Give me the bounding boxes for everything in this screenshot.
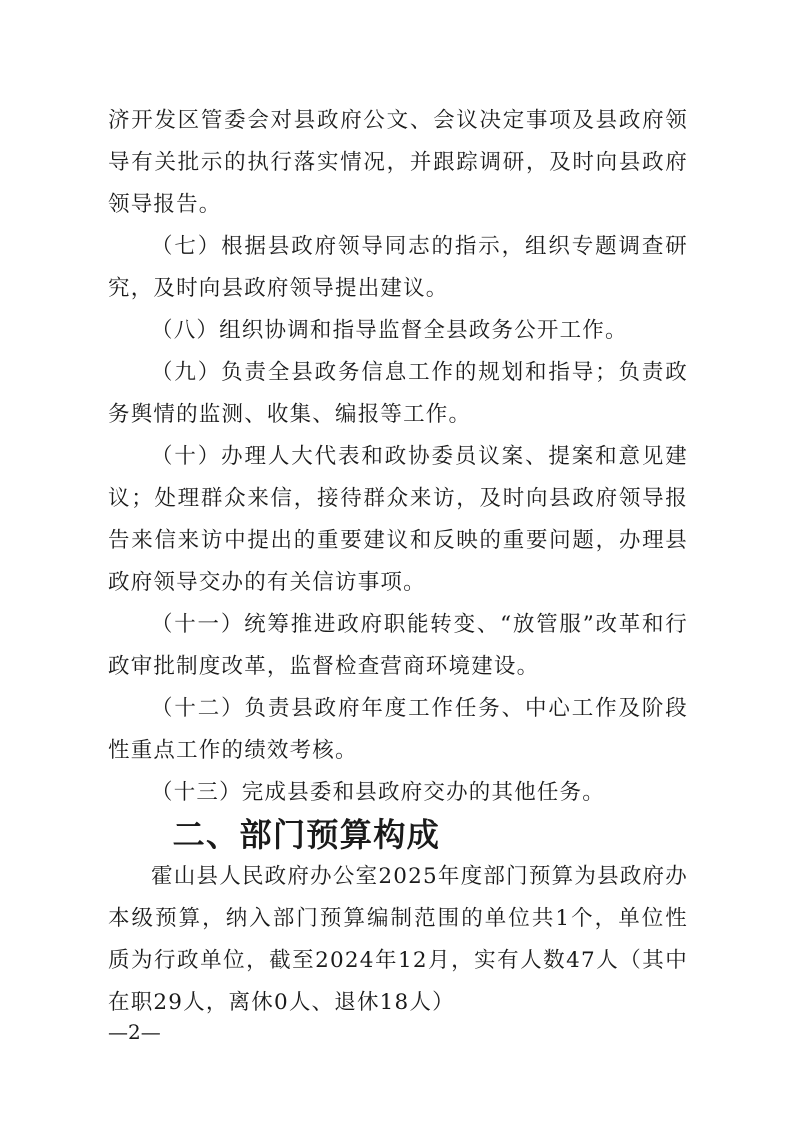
paragraph-item-8: （八）组织协调和指导监督全县政务公开工作。: [151, 318, 628, 343]
paragraph-item-12: （十二）负责县政府年度工作任务、中心工作及阶段性重点工作的绩效考核。: [108, 696, 688, 763]
page-number: —2—: [108, 1020, 161, 1044]
paragraph-item-11: （十一）统筹推进政府职能转变、“放管服”改革和行政审批制度改革，监督检查营商环境建设。: [108, 612, 688, 679]
paragraph-item-13: （十三）完成县委和县政府交办的其他任务。: [151, 780, 606, 805]
section-heading-budget-composition: 二、部门预算构成: [172, 816, 441, 854]
document-body: [108, 100, 688, 1024]
paragraph-supervision-report: 济开发区管委会对县政府公文、会议决定事项及县政府领导有关批示的执行落实情况，并跟踪调研，及时向县政府领导报告。: [108, 108, 688, 217]
paragraph-budget-composition: 霍山县人民政府办公室2025年度部门预算为县政府办本级预算，纳入部门预算编制范围的单位共1个，单位性质为行政单位，截至2024年12月，实有人数47人（其中在职29人，离休0人、退休18人）: [108, 864, 688, 1015]
paragraph-item-9: （九）负责全县政务信息工作的规划和指导；负责政务舆情的监测、收集、编报等工作。: [108, 360, 688, 427]
paragraph-item-10: （十）办理人大代表和政协委员议案、提案和意见建议；处理群众来信，接待群众来访，及时向县政府领导报告来信来访中提出的重要建议和反映的重要问题，办理县政府领导交办的有关信访事项。: [108, 444, 688, 595]
paragraph-item-7: （七）根据县政府领导同志的指示，组织专题调查研究，及时向县政府领导提出建议。: [108, 234, 688, 301]
